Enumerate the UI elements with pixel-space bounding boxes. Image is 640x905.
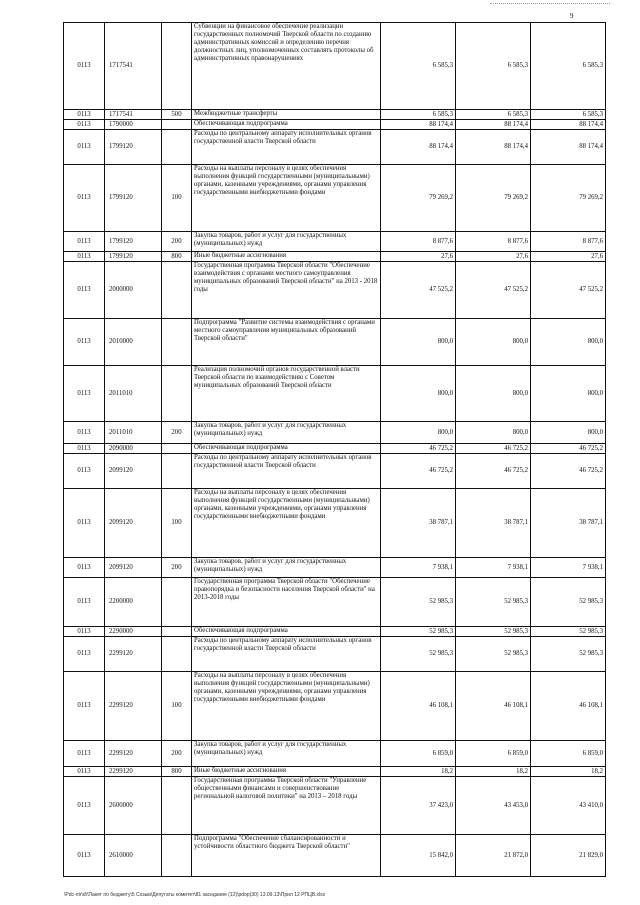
description-cell: Расходы на выплаты персоналу в целях обеспечения выполнения функций государственными (муниципальными) органами, казенными учреждениями, органами управления государственными внебюджетными фондами [192,165,381,232]
description-cell: Подпрограмма "Обеспечение сбалансированности и устойчивости областного бюджета Тверской области" [192,835,381,877]
amount-col-1-cell: 38 787,1 [381,489,456,558]
expense-type-cell [162,637,192,672]
amount-col-1-cell: 46 725,2 [381,444,456,454]
section-code-cell: 0113 [64,366,105,422]
amount-col-1-cell: 52 985,3 [381,637,456,672]
amount-col-2-cell: 8 877,6 [456,232,531,252]
amount-col-3-cell: 79 269,2 [531,165,606,232]
amount-col-1-cell: 46 725,2 [381,454,456,489]
amount-col-1-cell: 46 108,1 [381,672,456,741]
description-cell: Расходы по центральному аппарату исполнительных органов государственной власти Тверской области [192,454,381,489]
expense-type-cell [162,120,192,130]
description-cell: Расходы по центральному аппарату исполнительных органов государственной власти Тверской области [192,637,381,672]
target-code-cell: 2099120 [105,558,162,578]
target-code-cell: 1799120 [105,232,162,252]
table-row [64,130,606,165]
description-cell: Закупка товаров, работ и услуг для государственных (муниципальных) нужд [192,741,381,767]
amount-col-2-cell: 46 108,1 [456,672,531,741]
table-row [64,558,606,578]
amount-col-2-cell: 88 174,4 [456,120,531,130]
amount-col-2-cell: 47 525,2 [456,262,531,319]
section-code-cell: 0113 [64,23,105,110]
target-code-cell: 2010000 [105,319,162,366]
section-code-cell: 0113 [64,252,105,262]
amount-col-2-cell: 46 725,2 [456,454,531,489]
expense-type-cell [162,262,192,319]
table-row [64,672,606,741]
table-row [64,232,606,252]
amount-col-1-cell: 52 985,3 [381,627,456,637]
amount-col-1-cell: 79 269,2 [381,165,456,232]
table-row [64,741,606,767]
target-code-cell: 1799120 [105,130,162,165]
amount-col-3-cell: 800,0 [531,366,606,422]
table-row [64,319,606,366]
section-code-cell: 0113 [64,558,105,578]
budget-table-body [64,23,606,877]
description-cell: Государственная программа Тверской области "Управление общественными финансами и совершенствование региональной налоговой политики" на 2013 – 2018 годы [192,777,381,835]
amount-col-2-cell: 52 985,3 [456,637,531,672]
section-code-cell: 0113 [64,454,105,489]
table-row [64,835,606,877]
amount-col-3-cell: 52 985,3 [531,627,606,637]
amount-col-3-cell: 18,2 [531,767,606,777]
section-code-cell: 0113 [64,120,105,130]
section-code-cell: 0113 [64,627,105,637]
amount-col-2-cell: 43 453,0 [456,777,531,835]
section-code-cell: 0113 [64,672,105,741]
table-row [64,767,606,777]
table-row [64,252,606,262]
expense-type-cell: 100 [162,489,192,558]
expense-type-cell [162,444,192,454]
target-code-cell: 2299120 [105,672,162,741]
target-code-cell: 2099120 [105,454,162,489]
table-row [64,262,606,319]
section-code-cell: 0113 [64,637,105,672]
amount-col-2-cell: 7 938,1 [456,558,531,578]
description-cell: Иные бюджетные ассигнования [192,767,381,777]
description-cell: Реализация полномочий органов государственной власти Тверской области по взаимодействию с Советом муниципальных образований Тверской области [192,366,381,422]
target-code-cell: 2011010 [105,366,162,422]
amount-col-3-cell: 52 985,3 [531,637,606,672]
amount-col-2-cell: 18,2 [456,767,531,777]
target-code-cell: 2299120 [105,741,162,767]
section-code-cell: 0113 [64,444,105,454]
expense-type-cell: 100 [162,672,192,741]
amount-col-3-cell: 6 585,3 [531,23,606,110]
section-code-cell: 0113 [64,110,105,120]
expense-type-cell: 500 [162,110,192,120]
description-cell: Обеспечивающая подпрограмма [192,627,381,637]
description-cell: Обеспечивающая подпрограмма [192,120,381,130]
amount-col-2-cell: 800,0 [456,319,531,366]
expense-type-cell [162,835,192,877]
amount-col-1-cell: 18,2 [381,767,456,777]
table-row [64,637,606,672]
top-rule [490,3,610,5]
expense-type-cell [162,578,192,627]
section-code-cell: 0113 [64,767,105,777]
description-cell: Расходы по центральному аппарату исполнительных органов государственной власти Тверской области [192,130,381,165]
table-row [64,366,606,422]
amount-col-2-cell: 52 985,3 [456,627,531,637]
amount-col-1-cell: 8 877,6 [381,232,456,252]
expense-type-cell [162,777,192,835]
section-code-cell: 0113 [64,835,105,877]
expense-type-cell: 200 [162,422,192,444]
table-row [64,444,606,454]
table-row [64,422,606,444]
amount-col-1-cell: 88 174,4 [381,120,456,130]
table-row [64,120,606,130]
expense-type-cell [162,627,192,637]
amount-col-3-cell: 800,0 [531,319,606,366]
amount-col-1-cell: 800,0 [381,422,456,444]
section-code-cell: 0113 [64,578,105,627]
amount-col-3-cell: 8 877,6 [531,232,606,252]
expense-type-cell [162,23,192,110]
target-code-cell: 2299120 [105,637,162,672]
target-code-cell: 2000000 [105,262,162,319]
amount-col-3-cell: 88 174,4 [531,120,606,130]
amount-col-3-cell: 7 938,1 [531,558,606,578]
section-code-cell: 0113 [64,741,105,767]
expense-type-cell: 200 [162,558,192,578]
amount-col-3-cell: 52 985,3 [531,578,606,627]
table-row [64,489,606,558]
description-cell: Расходы на выплаты персоналу в целях обеспечения выполнения функций государственными (муниципальными) органами, казенными учреждениями, органами управления государственными внебюджетными фондами [192,672,381,741]
amount-col-3-cell: 88 174,4 [531,130,606,165]
amount-col-3-cell: 38 787,1 [531,489,606,558]
description-cell: Закупка товаров, работ и услуг для государственных (муниципальных) нужд [192,558,381,578]
table-row [64,165,606,232]
expense-type-cell: 100 [162,165,192,232]
expense-type-cell: 800 [162,767,192,777]
amount-col-1-cell: 52 985,3 [381,578,456,627]
section-code-cell: 0113 [64,262,105,319]
amount-col-2-cell: 6 585,3 [456,23,531,110]
amount-col-1-cell: 800,0 [381,366,456,422]
target-code-cell: 2600000 [105,777,162,835]
section-code-cell: 0113 [64,777,105,835]
amount-col-1-cell: 6 859,0 [381,741,456,767]
target-code-cell: 2290000 [105,627,162,637]
amount-col-1-cell: 15 842,0 [381,835,456,877]
amount-col-2-cell: 800,0 [456,366,531,422]
amount-col-2-cell: 800,0 [456,422,531,444]
section-code-cell: 0113 [64,130,105,165]
expense-type-cell [162,319,192,366]
amount-col-1-cell: 27,6 [381,252,456,262]
amount-col-2-cell: 21 872,0 [456,835,531,877]
amount-col-1-cell: 88 174,4 [381,130,456,165]
expense-type-cell [162,454,192,489]
amount-col-2-cell: 52 985,3 [456,578,531,627]
description-cell: Государственная программа Тверской области "Обеспечение правопорядка и безопасности населения Тверской области" на 2013-2018 годы [192,578,381,627]
description-cell: Расходы на выплаты персоналу в целях обеспечения выполнения функций государственными (муниципальными) органами, казенными учреждениями, органами управления государственными внебюджетными фондами [192,489,381,558]
amount-col-3-cell: 6 585,3 [531,110,606,120]
amount-col-3-cell: 47 525,2 [531,262,606,319]
section-code-cell: 0113 [64,319,105,366]
section-code-cell: 0113 [64,165,105,232]
amount-col-3-cell: 43 410,0 [531,777,606,835]
table-row [64,23,606,110]
expense-type-cell: 800 [162,252,192,262]
amount-col-1-cell: 7 938,1 [381,558,456,578]
target-code-cell: 2099120 [105,489,162,558]
description-cell: Иные бюджетные ассигнования [192,252,381,262]
amount-col-2-cell: 88 174,4 [456,130,531,165]
table-row [64,627,606,637]
description-cell: Закупка товаров, работ и услуг для государственных (муниципальных) нужд [192,232,381,252]
table-row [64,110,606,120]
budget-table [63,22,606,877]
table-row [64,454,606,489]
section-code-cell: 0113 [64,422,105,444]
table-row [64,777,606,835]
description-cell: Подпрограмма "Развитие системы взаимодействия с органами местного самоуправления муниципальных образований Тверской области" [192,319,381,366]
target-code-cell: 1799120 [105,252,162,262]
amount-col-1-cell: 800,0 [381,319,456,366]
amount-col-3-cell: 21 829,0 [531,835,606,877]
amount-col-1-cell: 37 423,0 [381,777,456,835]
description-cell: Межбюджетные трансферты [192,110,381,120]
amount-col-2-cell: 6 585,3 [456,110,531,120]
target-code-cell: 1799120 [105,165,162,232]
target-code-cell: 2011010 [105,422,162,444]
amount-col-3-cell: 800,0 [531,422,606,444]
target-code-cell: 2090000 [105,444,162,454]
section-code-cell: 0113 [64,232,105,252]
amount-col-1-cell: 47 525,2 [381,262,456,319]
expense-type-cell [162,130,192,165]
amount-col-3-cell: 6 859,0 [531,741,606,767]
amount-col-3-cell: 27,6 [531,252,606,262]
amount-col-2-cell: 6 859,0 [456,741,531,767]
section-code-cell: 0113 [64,489,105,558]
target-code-cell: 2610000 [105,835,162,877]
amount-col-2-cell: 46 725,2 [456,444,531,454]
description-cell: Закупка товаров, работ и услуг для государственных (муниципальных) нужд [192,422,381,444]
target-code-cell: 1717541 [105,23,162,110]
amount-col-3-cell: 46 725,2 [531,444,606,454]
amount-col-2-cell: 27,6 [456,252,531,262]
description-cell: Обеспечивающая подпрограмма [192,444,381,454]
amount-col-2-cell: 79 269,2 [456,165,531,232]
target-code-cell: 1717541 [105,110,162,120]
description-cell: Государственная программа Тверской области "Обеспечение взаимодействия с органами местного самоуправления муниципальных образований Тверской области" на 2013 - 2018 годы [192,262,381,319]
amount-col-3-cell: 46 725,2 [531,454,606,489]
amount-col-2-cell: 38 787,1 [456,489,531,558]
description-cell: Субвенции на финансовое обеспечение реализации государственных полномочий Тверской области по созданию административных комиссий и определению перечня должностных лиц, уполномоченных составлять протоколы об административных правонарушениях [192,23,381,110]
file-path-footer: \Pdc-ntr\d\\Пакет по бюджету\5 Созыв\Депутаты комитет\81 заседание (12)\pdop(30) 13.09.13\Прил 12 РПЦВ.xlsx [64,892,326,898]
target-code-cell: 2200000 [105,578,162,627]
table-row [64,578,606,627]
expense-type-cell: 200 [162,741,192,767]
amount-col-3-cell: 46 108,1 [531,672,606,741]
expense-type-cell: 200 [162,232,192,252]
amount-col-1-cell: 6 585,3 [381,23,456,110]
amount-col-1-cell: 6 585,3 [381,110,456,120]
target-code-cell: 1790000 [105,120,162,130]
expense-type-cell [162,366,192,422]
page-number: 9 [570,12,574,20]
target-code-cell: 2299120 [105,767,162,777]
